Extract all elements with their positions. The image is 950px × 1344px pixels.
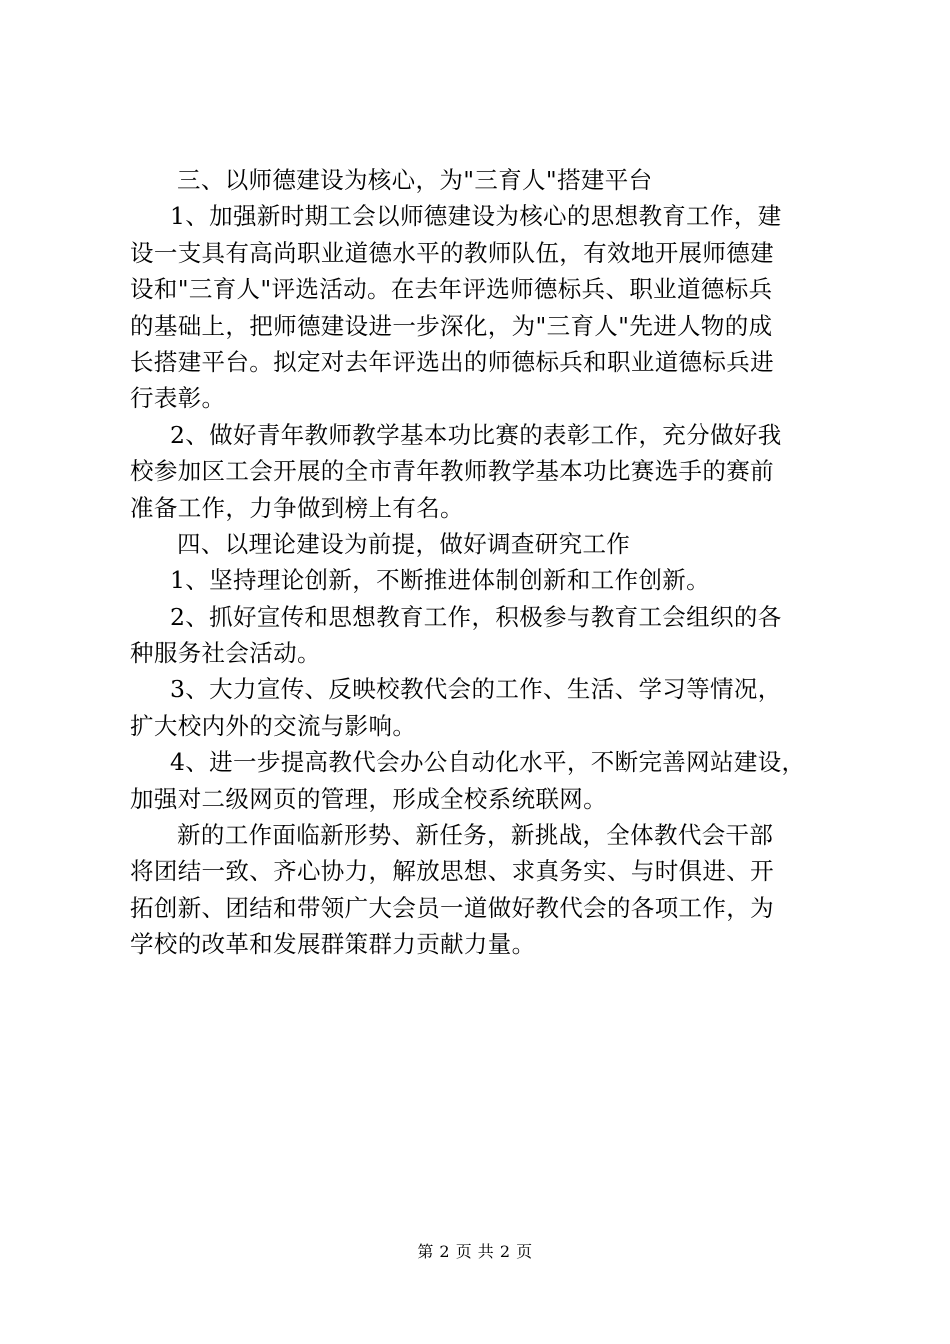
paragraph-line: 将团结一致、齐心协力，解放思想、求真务实、与时俱进、开 [130,857,774,886]
section-heading-3: 三、以师德建设为核心，为"三育人"搭建平台 [177,166,653,194]
paragraph-line: 加强对二级网页的管理，形成全校系统联网。 [130,784,607,813]
paragraph-line: 扩大校内外的交流与影响。 [130,711,417,740]
paragraph-line: 设一支具有高尚职业道德水平的教师队伍，有效地开展师德建 [130,238,774,267]
paragraph-line: 种服务社会活动。 [130,639,321,668]
document-body [130,162,830,963]
paragraph-line: 设和"三育人"评选活动。在去年评选师德标兵、职业道德标兵 [130,275,773,304]
page-number-footer: 第 2 页 共 2 页 [417,1242,533,1261]
paragraph-line: 1、坚持理论创新，不断推进体制创新和工作创新。 [170,566,711,595]
section-heading-4: 四、以理论建设为前提，做好调查研究工作 [177,529,631,558]
paragraph-line: 2、抓好宣传和思想教育工作，积极参与教育工会组织的各 [170,602,782,631]
paragraph-line: 3、大力宣传、反映校教代会的工作、生活、学习等情况， [170,675,782,704]
paragraph-line: 的基础上，把师德建设进一步深化，为"三育人"先进人物的成 [130,311,773,340]
paragraph-line: 2、做好青年教师教学基本功比赛的表彰工作，充分做好我 [170,420,782,449]
paragraph-line: 校参加区工会开展的全市青年教师教学基本功比赛选手的赛前 [130,457,774,486]
paragraph-line: 新的工作面临新形势、新任务，新挑战，全体教代会干部 [177,821,774,850]
paragraph-line: 准备工作，力争做到榜上有名。 [130,493,464,522]
paragraph-line: 1、加强新时期工会以师德建设为核心的思想教育工作，建 [170,202,782,231]
paragraph-line: 长搭建平台。拟定对去年评选出的师德标兵和职业道德标兵进 [130,347,774,376]
paragraph-line: 行表彰。 [130,384,226,413]
paragraph-line: 拓创新、团结和带领广大会员一道做好教代会的各项工作，为 [130,893,774,922]
paragraph-line: 4、进一步提高教代会办公自动化水平，不断完善网站建设， [170,748,806,777]
paragraph-line: 学校的改革和发展群策群力贡献力量。 [130,930,536,959]
